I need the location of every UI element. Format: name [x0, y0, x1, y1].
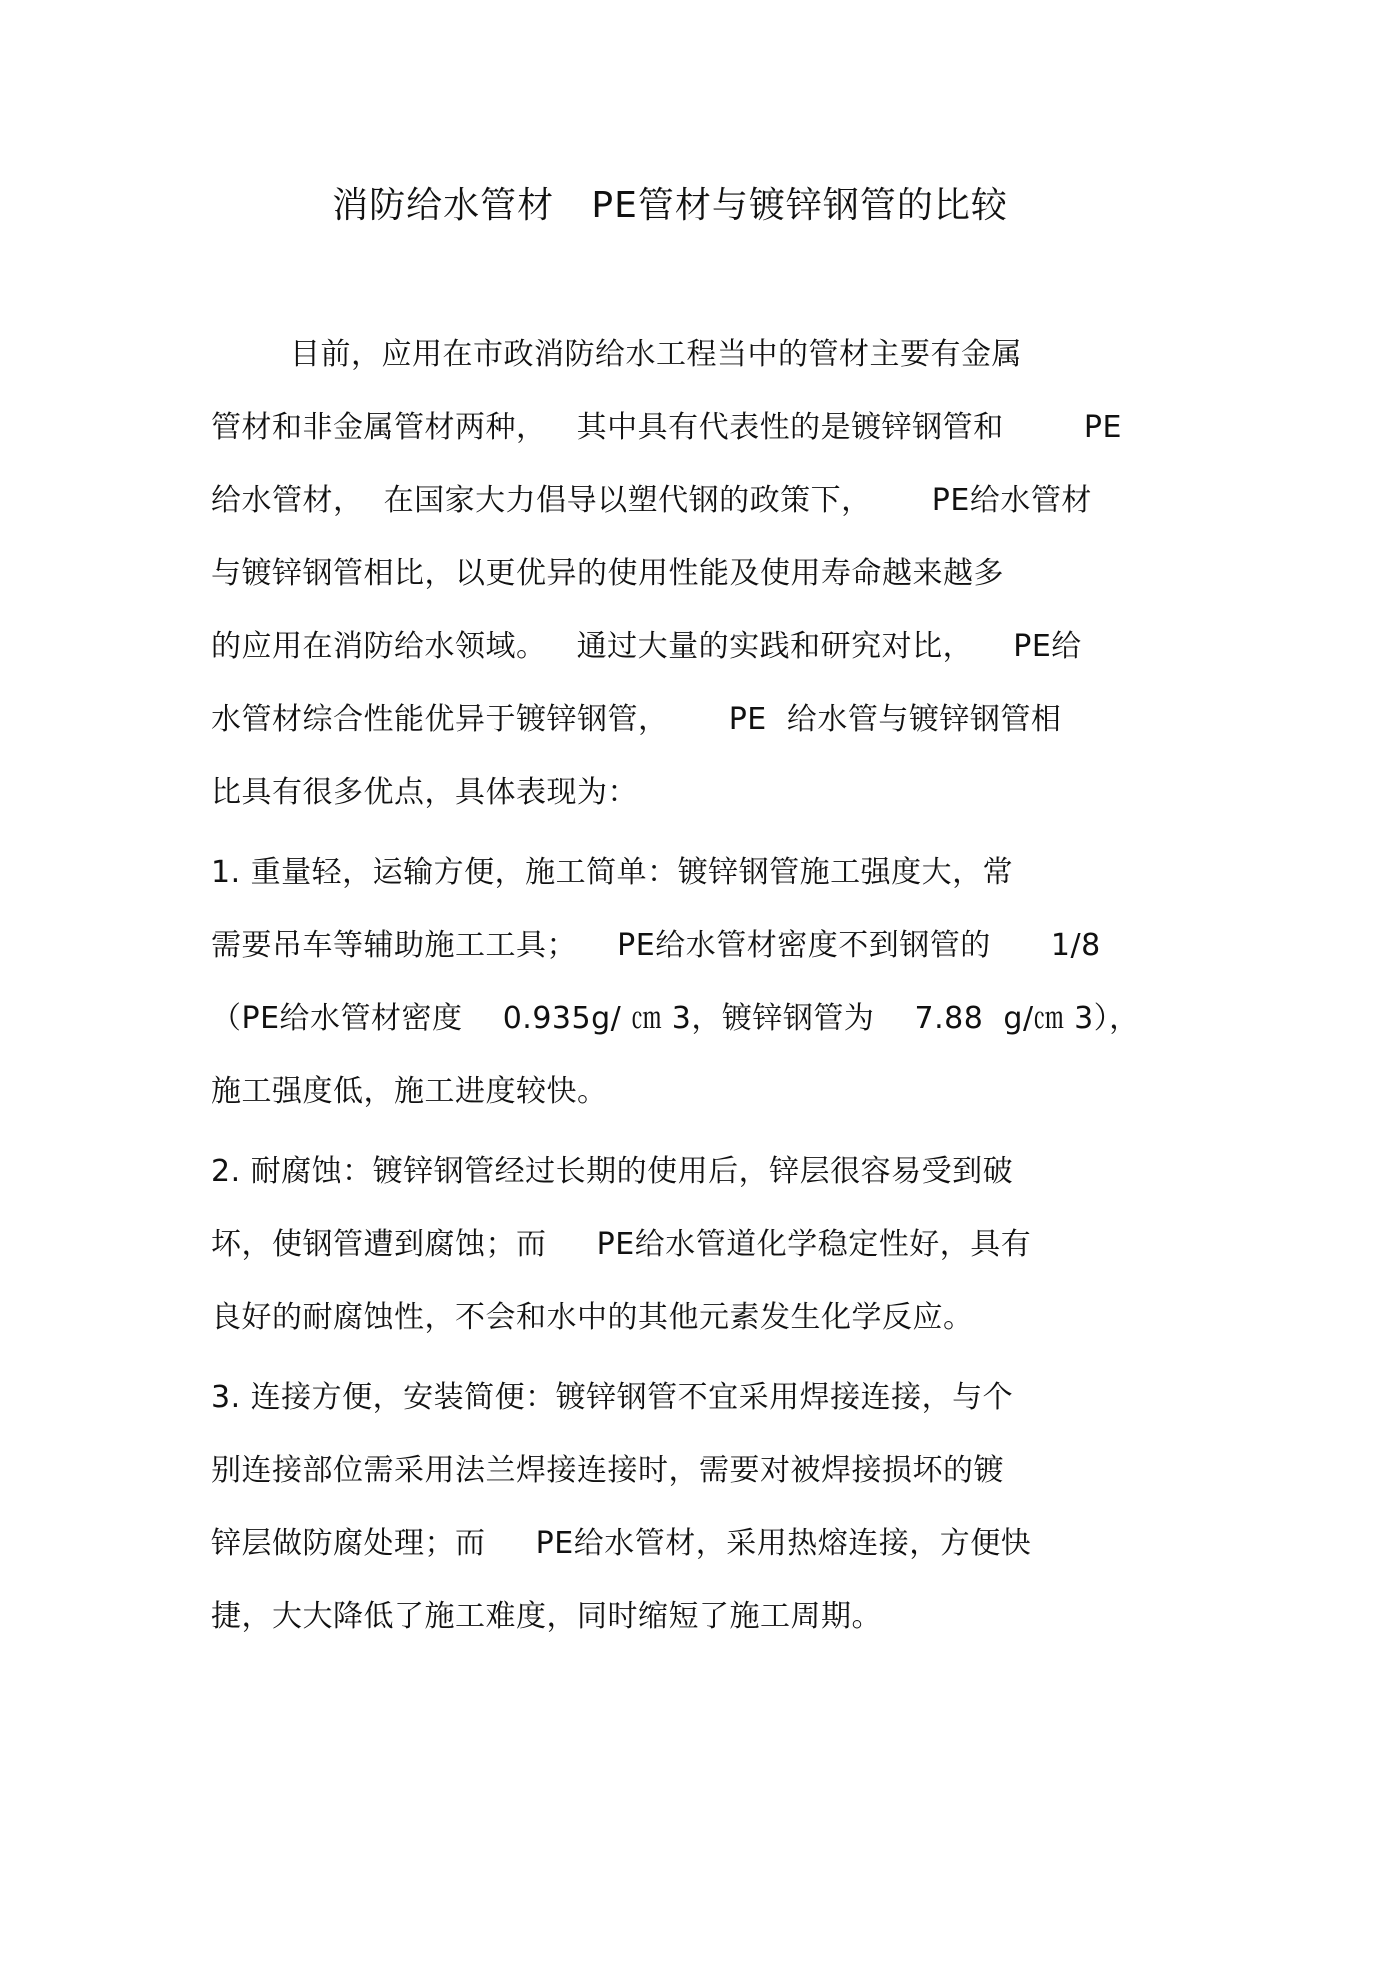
- item-1-line-2: 需要吊车等辅助施工工具； PE给水管材密度不到钢管的 1/8: [211, 928, 1101, 963]
- item-3-line-2: 别连接部位需采用法兰焊接连接时，需要对被焊接损坏的镀: [211, 1453, 1004, 1488]
- item-1-line-3: （PE给水管材密度 0.935g/ ㎝ 3，镀锌钢管为 7.88 g/㎝ 3），: [211, 1001, 1140, 1036]
- paragraph-1-line-7: 比具有很多优点，具体表现为：: [211, 775, 638, 810]
- document-title: 消防给水管材 PE管材与镀锌钢管的比较: [332, 185, 1008, 226]
- paragraph-1-line-1: 目前，应用在市政消防给水工程当中的管材主要有金属: [290, 337, 1022, 372]
- paragraph-1-line-6: 水管材综合性能优异于镀锌钢管， PE 给水管与镀锌钢管相: [211, 702, 1062, 737]
- paragraph-1-line-4: 与镀锌钢管相比，以更优异的使用性能及使用寿命越来越多: [211, 556, 1004, 591]
- item-3-line-3: 锌层做防腐处理；而 PE给水管材，采用热熔连接，方便快: [211, 1526, 1032, 1561]
- item-2-line-2: 坏，使钢管遭到腐蚀；而 PE给水管道化学稳定性好，具有: [211, 1227, 1032, 1262]
- item-3-line-1: 3. 连接方便，安装简便：镀锌钢管不宜采用焊接连接，与个: [211, 1380, 1014, 1415]
- item-1-line-1: 1. 重量轻，运输方便，施工简单：镀锌钢管施工强度大，常: [211, 855, 1014, 890]
- paragraph-1-line-2: 管材和非金属管材两种， 其中具有代表性的是镀锌钢管和 PE: [211, 410, 1122, 445]
- paragraph-1-line-3: 给水管材， 在国家大力倡导以塑代钢的政策下， PE给水管材: [211, 483, 1092, 518]
- paragraph-1-line-5: 的应用在消防给水领域。 通过大量的实践和研究对比， PE给: [211, 629, 1082, 664]
- item-1-line-4: 施工强度低，施工进度较快。: [211, 1074, 608, 1109]
- item-2-line-3: 良好的耐腐蚀性，不会和水中的其他元素发生化学反应。: [211, 1300, 974, 1335]
- item-2-line-1: 2. 耐腐蚀：镀锌钢管经过长期的使用后，锌层很容易受到破: [211, 1154, 1014, 1189]
- item-3-line-4: 捷，大大降低了施工难度，同时缩短了施工周期。: [211, 1599, 882, 1634]
